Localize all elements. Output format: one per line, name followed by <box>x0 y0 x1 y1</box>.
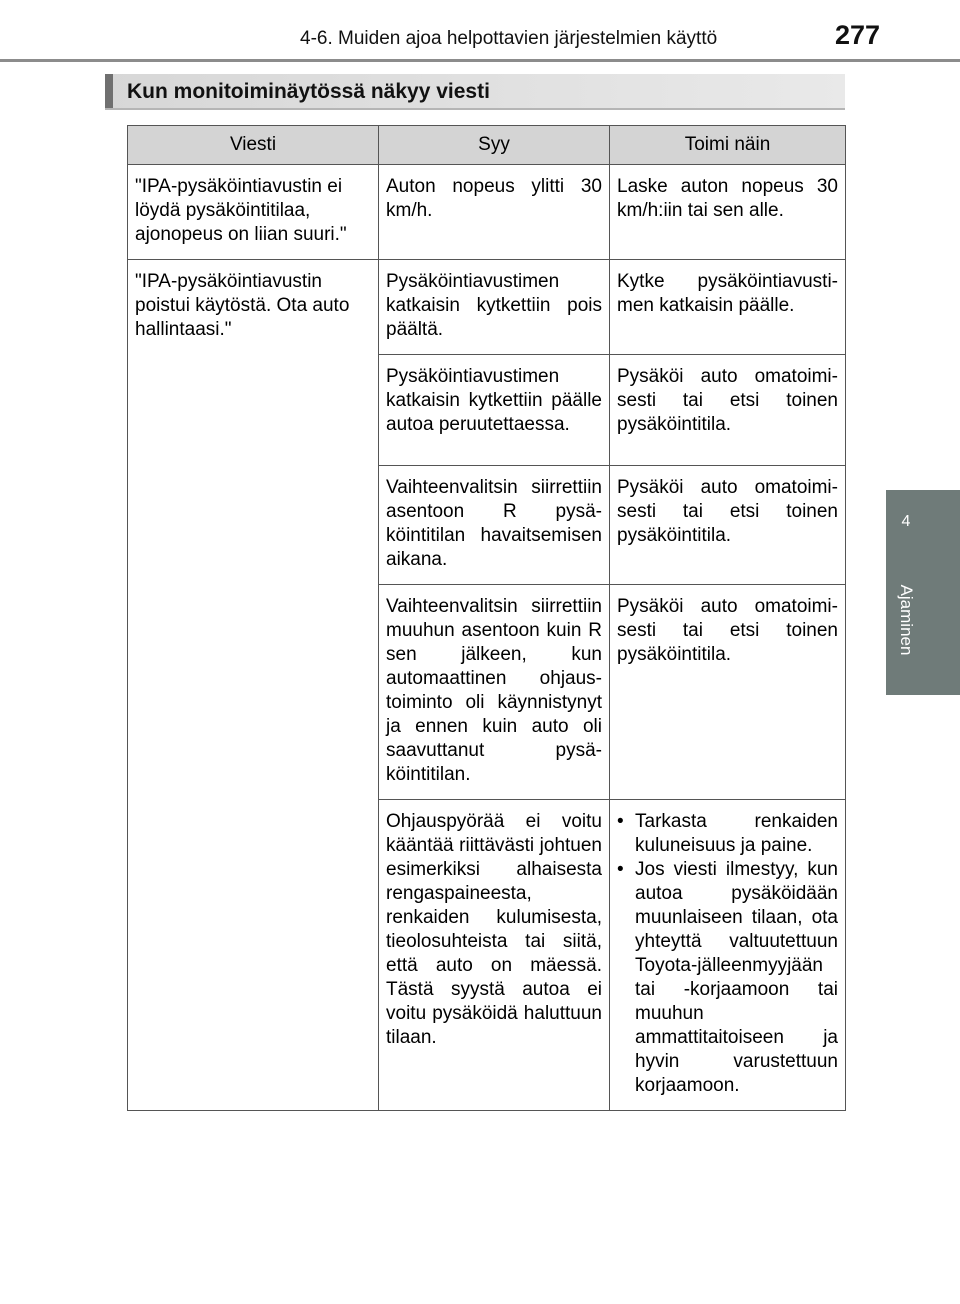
message-cell: "IPA-pysäköintiavustin ei löydä pysäköintitilaa, ajonopeus on liian suuri." <box>128 165 379 260</box>
message-table <box>127 125 846 1111</box>
action-cell <box>610 800 846 1111</box>
action-bullet-item: • Jos viesti ilmestyy, kun autoa pysäköidään muunlaiseen tilaan, ota yhteyttä valtuutettuun Toyota-jälleenmyyjään tai -korjaamoon tai muuhun ammattitaitoiseen ja hyvin varustettuun korjaamoon. <box>617 858 838 1098</box>
action-cell: Pysäköi auto omatoimisesti tai etsi toinen pysäköintitila. <box>610 466 846 585</box>
section-heading-accent <box>105 74 113 108</box>
message-cell: "IPA-pysäköintiavustin poistui käytöstä. Ota auto hallintaasi." <box>128 260 379 1111</box>
cause-cell: Vaihteenvalitsin siirrettiin asentoon R pysäköintitilan havaitsemisen aikana. <box>379 466 610 585</box>
action-cell: Laske auton nopeus 30 km/h:iin tai sen alle. <box>610 165 846 260</box>
header-title: 4-6. Muiden ajoa helpottavien järjestelmien käyttö <box>300 28 718 49</box>
cause-cell: Vaihteenvalitsin siirrettiin muuhun asentoon kuin R sen jälkeen, kun automaattinen ohjaustoiminto oli käynnistynyt ja ennen kuin auto oli saavuttanut pysäköintitilan. <box>379 585 610 800</box>
column-header-message: Viesti <box>128 126 379 165</box>
cause-cell: Pysäköintiavustimen katkaisin kytkettiin päälle autoa peruutettaessa. <box>379 355 610 466</box>
chapter-number: 4 <box>901 513 911 530</box>
action-bullet-item: • Tarkasta renkaiden kuluneisuus ja paine. <box>617 810 838 858</box>
column-header-action: Toimi näin <box>610 126 846 165</box>
table-header-row <box>128 126 846 165</box>
table-row <box>128 165 846 260</box>
page-number: 277 <box>834 20 880 50</box>
header-divider <box>0 59 960 62</box>
table-row <box>128 260 846 355</box>
cause-cell: Ohjauspyörää ei voitu kääntää riittävästi johtuen esimerkiksi alhaisesta rengaspaineesta, renkaiden kulumisesta, tieolosuhteista tai siitä, että auto on mäessä. Tästä syystä autoa ei voitu pysäköidä haluttuun tilaan. <box>379 800 610 1111</box>
chapter-label: Ajaminen <box>897 584 916 656</box>
cause-cell: Auton nopeus ylitti 30 km/h. <box>379 165 610 260</box>
section-heading-text: Kun monitoiminäytössä näkyy viesti <box>127 80 490 103</box>
cause-cell: Pysäköintiavustimen katkaisin kytkettiin pois päältä. <box>379 260 610 355</box>
action-cell: Pysäköi auto omatoimisesti tai etsi toinen pysäköintitila. <box>610 355 846 466</box>
action-cell: Kytke pysäköintiavustimen katkaisin päälle. <box>610 260 846 355</box>
action-bullet-list <box>617 810 838 1098</box>
action-cell: Pysäköi auto omatoimisesti tai etsi toinen pysäköintitila. <box>610 585 846 800</box>
section-heading <box>105 74 845 110</box>
column-header-cause: Syy <box>379 126 610 165</box>
